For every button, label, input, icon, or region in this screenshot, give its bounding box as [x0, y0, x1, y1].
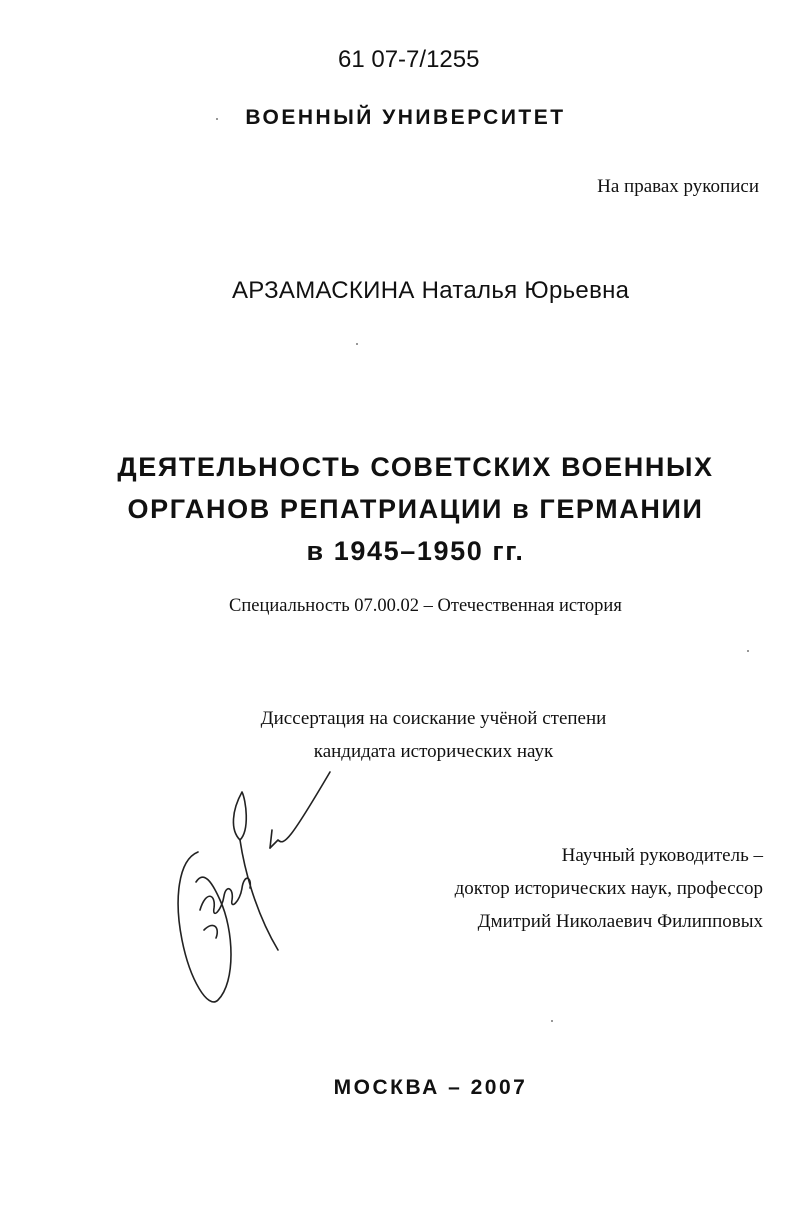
- dissertation-line-1: Диссертация на соискание учёной степени: [260, 708, 607, 729]
- supervisor-line-2: доктор исторических наук, профессор: [454, 878, 763, 899]
- dissertation-title: [0, 446, 799, 572]
- scan-speck: [216, 118, 218, 120]
- author-name: АРЗАМАСКИНА Наталья Юрьевна: [232, 277, 630, 304]
- scan-speck: [356, 343, 358, 345]
- handwritten-signature-icon: [160, 770, 350, 1020]
- title-line-3: в 1945–1950 гг.: [306, 536, 525, 566]
- city-year: МОСКВА – 2007: [333, 1076, 528, 1099]
- scan-speck: [551, 1020, 553, 1022]
- manuscript-note: На правах рукописи: [597, 176, 759, 197]
- scientific-supervisor: [455, 839, 763, 938]
- supervisor-line-1: Научный руководитель –: [561, 845, 763, 866]
- scan-speck: [747, 650, 749, 652]
- title-line-2: ОРГАНОВ РЕПАТРИАЦИИ в ГЕРМАНИИ: [127, 494, 704, 524]
- supervisor-line-3: Дмитрий Николаевич Филипповых: [477, 911, 763, 932]
- university-name: ВОЕННЫЙ УНИВЕРСИТЕТ: [245, 106, 566, 129]
- dissertation-line-2: кандидата исторических наук: [313, 741, 554, 762]
- document-number: 61 07-7/1255: [338, 46, 480, 73]
- specialty: Специальность 07.00.02 – Отечественная история: [229, 596, 622, 616]
- dissertation-degree: [0, 702, 799, 768]
- title-line-1: ДЕЯТЕЛЬНОСТЬ СОВЕТСКИХ ВОЕННЫХ: [117, 452, 714, 482]
